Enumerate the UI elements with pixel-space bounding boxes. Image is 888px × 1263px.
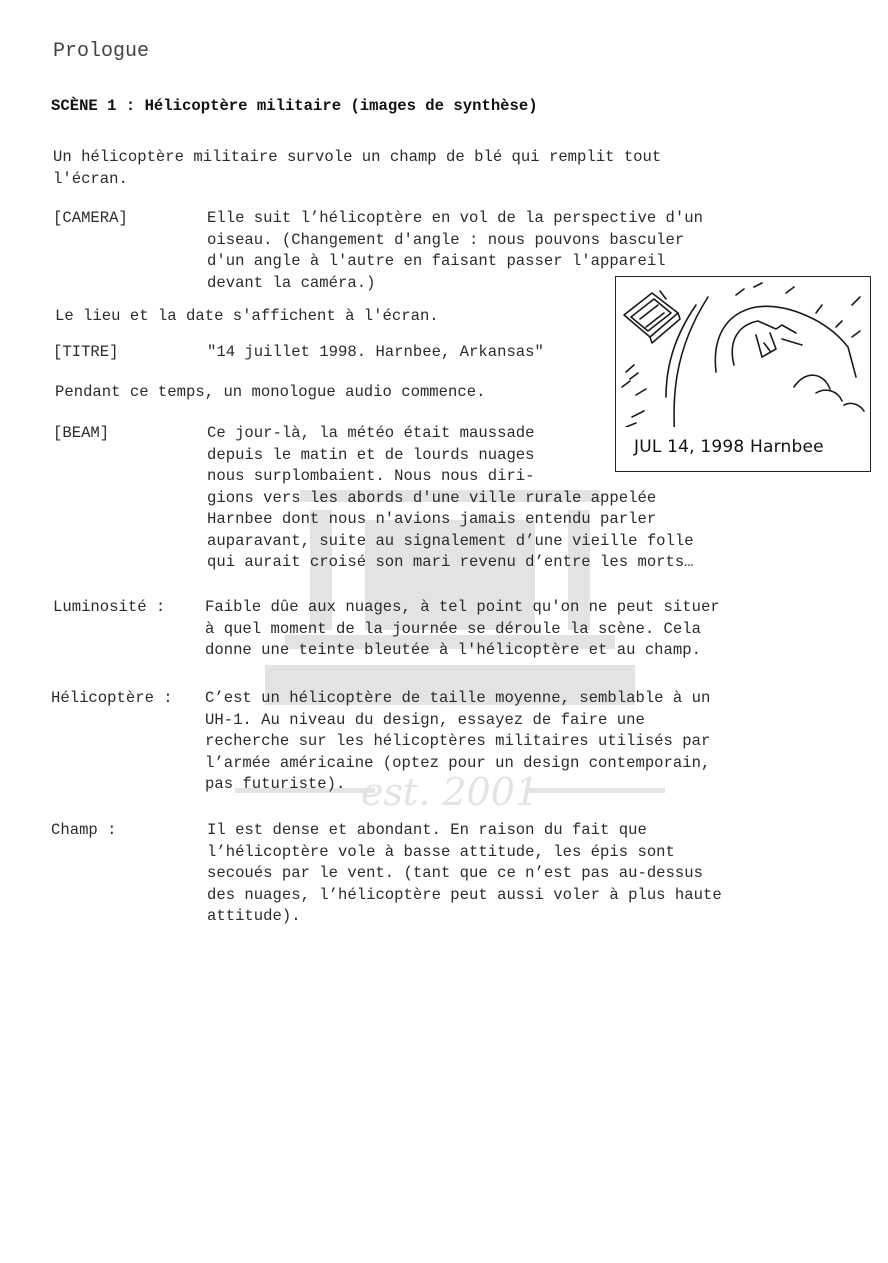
helicoptere-line: pas futuriste). (205, 775, 346, 793)
luminosite-line: Faible dûe aux nuages, à tel point qu'on ne peut situer (205, 598, 720, 616)
camera-line: d'un angle à l'autre en faisant passer l'appareil (207, 252, 666, 270)
helicoptere-description (205, 688, 710, 796)
luminosite-description (205, 597, 720, 662)
luminosite-tag: Luminosité : (53, 598, 166, 616)
beam-line: depuis le matin et de lourds nuages (207, 445, 535, 464)
intro-paragraph (53, 147, 661, 190)
helicoptere-line: C’est un hélicoptère de taille moyenne, semblable à un (205, 689, 711, 707)
storyboard-sketch (615, 276, 871, 472)
champ-line: attitude). (207, 907, 301, 925)
page-heading: Prologue (53, 40, 150, 63)
intro-line: Un hélicoptère militaire survole un champ de blé qui remplit tout (53, 148, 662, 166)
luminosite-line: donne une teinte bleutée à l'hélicoptère et au champ. (205, 641, 701, 659)
camera-line: devant la caméra.) (207, 273, 376, 292)
camera-line: Elle suit l’hélicoptère en vol de la perspective d'un (207, 209, 703, 227)
audio-note: Pendant ce temps, un monologue audio commence. (55, 383, 486, 401)
champ-line: secoués par le vent. (tant que ce n’est pas au-dessus (207, 864, 703, 882)
champ-tag: Champ : (51, 821, 117, 839)
camera-line: oiseau. (Changement d'angle : nous pouvons basculer (207, 230, 685, 249)
titre-tag: [TITRE] (53, 343, 119, 361)
champ-line: des nuages, l’hélicoptère peut aussi voler à plus haute (207, 885, 722, 904)
helicoptere-line: UH-1. Au niveau du design, essayez de faire une (205, 710, 645, 729)
champ-line: Il est dense et abondant. En raison du fait que (207, 821, 647, 839)
beam-line: Ce jour-là, la météo était maussade (207, 424, 535, 442)
beam-line: nous surplombaient. Nous nous diri- (207, 467, 535, 485)
helicoptere-tag: Hélicoptère : (51, 689, 173, 707)
champ-description (207, 820, 722, 928)
helicoptere-line: recherche sur les hélicoptères militaires utilisés par (205, 732, 711, 750)
beam-line: gions vers les abords d'une ville rurale appelée (207, 488, 657, 507)
beam-line: Harnbee dont nous n'avions jamais entendu parler (207, 510, 657, 528)
location-note: Le lieu et la date s'affichent à l'écran. (55, 307, 439, 325)
camera-tag: [CAMERA] (53, 209, 128, 227)
luminosite-line: à quel moment de la journée se déroule la scène. Cela (205, 619, 701, 638)
helicoptere-line: l’armée américaine (optez pour un design contemporain, (205, 753, 711, 772)
beam-line: qui aurait croisé son mari revenu d’entre les morts… (207, 553, 694, 571)
scene-title: SCÈNE 1 : Hélicoptère militaire (images de synthèse) (51, 97, 538, 115)
watermark-text: est. 2001 (360, 770, 540, 814)
titre-text: "14 juillet 1998. Harnbee, Arkansas" (207, 343, 544, 361)
intro-line: l'écran. (53, 169, 128, 188)
champ-line: l’hélicoptère vole à basse attitude, les épis sont (207, 842, 675, 861)
sketch-caption: JUL 14, 1998 Harnbee (634, 437, 824, 457)
beam-tag: [BEAM] (53, 424, 110, 442)
beam-line: auparavant, suite au signalement d’une vieille folle (207, 531, 694, 550)
